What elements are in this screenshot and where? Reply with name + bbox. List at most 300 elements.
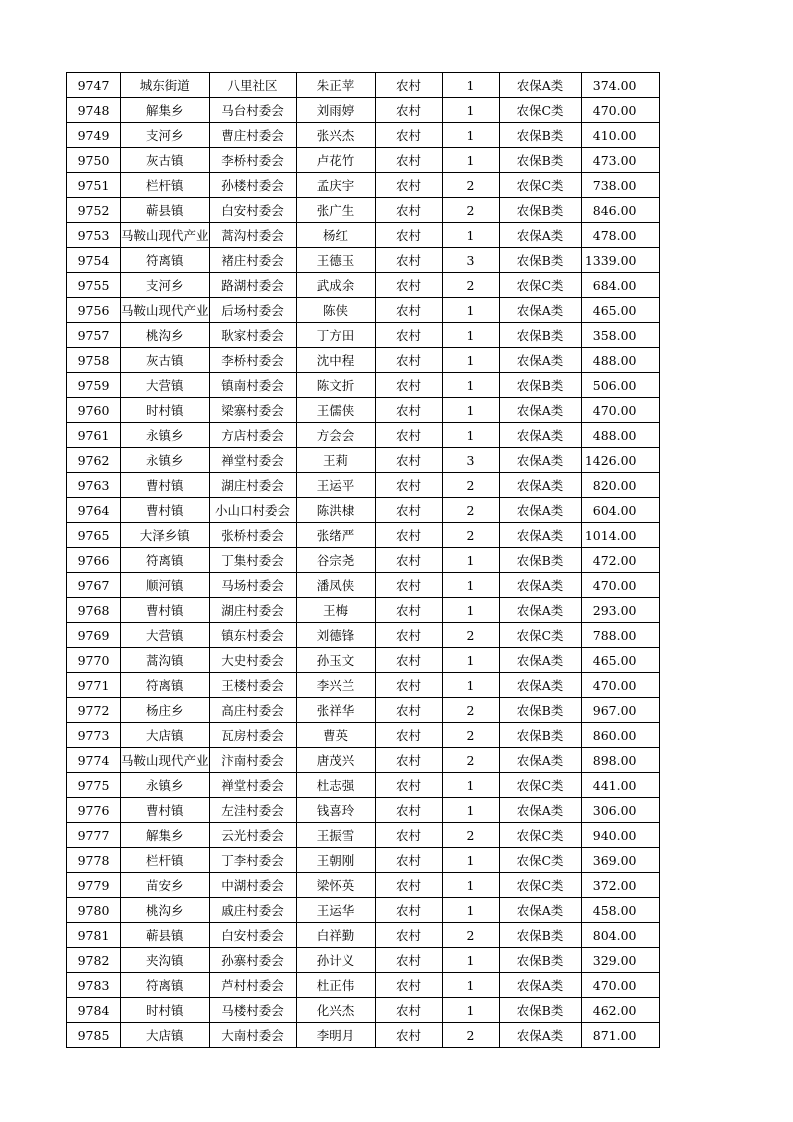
village-cell: 小山口村委会 <box>209 498 296 523</box>
amount-cell: 820.00 <box>581 473 659 498</box>
household-size-cell: 1 <box>442 348 499 373</box>
household-size-cell: 1 <box>442 398 499 423</box>
category-cell: 农保C类 <box>499 848 581 873</box>
area-type-cell: 农村 <box>375 98 442 123</box>
id-cell: 9781 <box>67 923 121 948</box>
household-size-cell: 2 <box>442 273 499 298</box>
household-size-cell: 1 <box>442 573 499 598</box>
household-size-cell: 2 <box>442 723 499 748</box>
category-cell: 农保C类 <box>499 873 581 898</box>
table-row <box>67 623 660 648</box>
name-cell: 王运华 <box>296 898 375 923</box>
amount-cell: 788.00 <box>581 623 659 648</box>
category-cell: 农保B类 <box>499 923 581 948</box>
id-cell: 9762 <box>67 448 121 473</box>
table-row <box>67 273 660 298</box>
id-cell: 9749 <box>67 123 121 148</box>
category-cell: 农保A类 <box>499 348 581 373</box>
household-size-cell: 1 <box>442 298 499 323</box>
amount-cell: 1339.00 <box>581 248 659 273</box>
amount-cell: 846.00 <box>581 198 659 223</box>
id-cell: 9759 <box>67 373 121 398</box>
amount-cell: 441.00 <box>581 773 659 798</box>
name-cell: 武成余 <box>296 273 375 298</box>
table-row <box>67 898 660 923</box>
area-type-cell: 农村 <box>375 873 442 898</box>
area-type-cell: 农村 <box>375 398 442 423</box>
town-cell: 大店镇 <box>121 1023 210 1048</box>
name-cell: 陈文折 <box>296 373 375 398</box>
id-cell: 9776 <box>67 798 121 823</box>
household-size-cell: 1 <box>442 948 499 973</box>
id-cell: 9784 <box>67 998 121 1023</box>
category-cell: 农保A类 <box>499 748 581 773</box>
id-cell: 9757 <box>67 323 121 348</box>
table-row <box>67 498 660 523</box>
town-cell: 顺河镇 <box>121 573 210 598</box>
town-cell: 城东街道 <box>121 73 210 98</box>
id-cell: 9755 <box>67 273 121 298</box>
table-row <box>67 448 660 473</box>
village-cell: 丁李村委会 <box>209 848 296 873</box>
household-size-cell: 1 <box>442 73 499 98</box>
table-row <box>67 98 660 123</box>
village-cell: 丁集村委会 <box>209 548 296 573</box>
village-cell: 马场村委会 <box>209 573 296 598</box>
town-cell: 桃沟乡 <box>121 898 210 923</box>
village-cell: 马台村委会 <box>209 98 296 123</box>
category-cell: 农保A类 <box>499 673 581 698</box>
amount-cell: 470.00 <box>581 98 659 123</box>
town-cell: 夹沟镇 <box>121 948 210 973</box>
category-cell: 农保B类 <box>499 148 581 173</box>
town-cell: 灰古镇 <box>121 348 210 373</box>
id-cell: 9774 <box>67 748 121 773</box>
category-cell: 农保B类 <box>499 548 581 573</box>
table-row <box>67 323 660 348</box>
id-cell: 9785 <box>67 1023 121 1048</box>
village-cell: 李桥村委会 <box>209 348 296 373</box>
area-type-cell: 农村 <box>375 948 442 973</box>
household-size-cell: 2 <box>442 823 499 848</box>
amount-cell: 465.00 <box>581 648 659 673</box>
village-cell: 蒿沟村委会 <box>209 223 296 248</box>
name-cell: 张广生 <box>296 198 375 223</box>
amount-cell: 1426.00 <box>581 448 659 473</box>
table-row <box>67 1023 660 1048</box>
household-size-cell: 2 <box>442 698 499 723</box>
category-cell: 农保C类 <box>499 623 581 648</box>
amount-cell: 470.00 <box>581 673 659 698</box>
household-size-cell: 2 <box>442 748 499 773</box>
table-row <box>67 798 660 823</box>
town-cell: 永镇乡 <box>121 423 210 448</box>
village-cell: 大史村委会 <box>209 648 296 673</box>
town-cell: 马鞍山现代产业 <box>121 298 210 323</box>
amount-cell: 462.00 <box>581 998 659 1023</box>
area-type-cell: 农村 <box>375 1023 442 1048</box>
area-type-cell: 农村 <box>375 173 442 198</box>
name-cell: 李兴兰 <box>296 673 375 698</box>
household-size-cell: 1 <box>442 998 499 1023</box>
name-cell: 谷宗尧 <box>296 548 375 573</box>
area-type-cell: 农村 <box>375 73 442 98</box>
town-cell: 灰古镇 <box>121 148 210 173</box>
category-cell: 农保A类 <box>499 223 581 248</box>
category-cell: 农保C类 <box>499 823 581 848</box>
amount-cell: 804.00 <box>581 923 659 948</box>
area-type-cell: 农村 <box>375 648 442 673</box>
name-cell: 杜正伟 <box>296 973 375 998</box>
household-size-cell: 1 <box>442 223 499 248</box>
table-row <box>67 148 660 173</box>
id-cell: 9778 <box>67 848 121 873</box>
category-cell: 农保B类 <box>499 123 581 148</box>
amount-cell: 374.00 <box>581 73 659 98</box>
town-cell: 时村镇 <box>121 398 210 423</box>
category-cell: 农保B类 <box>499 373 581 398</box>
name-cell: 刘雨婷 <box>296 98 375 123</box>
household-size-cell: 1 <box>442 323 499 348</box>
id-cell: 9761 <box>67 423 121 448</box>
town-cell: 符离镇 <box>121 248 210 273</box>
table-row <box>67 173 660 198</box>
amount-cell: 293.00 <box>581 598 659 623</box>
id-cell: 9769 <box>67 623 121 648</box>
town-cell: 支河乡 <box>121 123 210 148</box>
area-type-cell: 农村 <box>375 623 442 648</box>
household-size-cell: 2 <box>442 623 499 648</box>
area-type-cell: 农村 <box>375 423 442 448</box>
amount-cell: 684.00 <box>581 273 659 298</box>
category-cell: 农保A类 <box>499 473 581 498</box>
amount-cell: 329.00 <box>581 948 659 973</box>
id-cell: 9763 <box>67 473 121 498</box>
town-cell: 苗安乡 <box>121 873 210 898</box>
town-cell: 蕲县镇 <box>121 923 210 948</box>
table-row <box>67 773 660 798</box>
village-cell: 瓦房村委会 <box>209 723 296 748</box>
town-cell: 杨庄乡 <box>121 698 210 723</box>
area-type-cell: 农村 <box>375 223 442 248</box>
village-cell: 汴南村委会 <box>209 748 296 773</box>
category-cell: 农保B类 <box>499 198 581 223</box>
id-cell: 9768 <box>67 598 121 623</box>
name-cell: 钱喜玲 <box>296 798 375 823</box>
area-type-cell: 农村 <box>375 248 442 273</box>
name-cell: 王梅 <box>296 598 375 623</box>
id-cell: 9765 <box>67 523 121 548</box>
id-cell: 9758 <box>67 348 121 373</box>
village-cell: 八里社区 <box>209 73 296 98</box>
household-size-cell: 3 <box>442 448 499 473</box>
id-cell: 9750 <box>67 148 121 173</box>
name-cell: 沈中程 <box>296 348 375 373</box>
table-row <box>67 523 660 548</box>
table-row <box>67 73 660 98</box>
id-cell: 9777 <box>67 823 121 848</box>
town-cell: 符离镇 <box>121 673 210 698</box>
town-cell: 永镇乡 <box>121 773 210 798</box>
name-cell: 陈洪棣 <box>296 498 375 523</box>
amount-cell: 470.00 <box>581 398 659 423</box>
area-type-cell: 农村 <box>375 898 442 923</box>
household-size-cell: 1 <box>442 773 499 798</box>
id-cell: 9748 <box>67 98 121 123</box>
id-cell: 9767 <box>67 573 121 598</box>
category-cell: 农保A类 <box>499 573 581 598</box>
name-cell: 孟庆宇 <box>296 173 375 198</box>
household-size-cell: 2 <box>442 498 499 523</box>
village-cell: 禅堂村委会 <box>209 448 296 473</box>
village-cell: 大南村委会 <box>209 1023 296 1048</box>
town-cell: 蕲县镇 <box>121 198 210 223</box>
name-cell: 方会会 <box>296 423 375 448</box>
id-cell: 9754 <box>67 248 121 273</box>
area-type-cell: 农村 <box>375 998 442 1023</box>
town-cell: 符离镇 <box>121 973 210 998</box>
category-cell: 农保A类 <box>499 523 581 548</box>
category-cell: 农保B类 <box>499 248 581 273</box>
village-cell: 高庄村委会 <box>209 698 296 723</box>
id-cell: 9780 <box>67 898 121 923</box>
area-type-cell: 农村 <box>375 698 442 723</box>
category-cell: 农保A类 <box>499 648 581 673</box>
table-row <box>67 698 660 723</box>
area-type-cell: 农村 <box>375 798 442 823</box>
amount-cell: 488.00 <box>581 348 659 373</box>
village-cell: 湖庄村委会 <box>209 598 296 623</box>
amount-cell: 472.00 <box>581 548 659 573</box>
category-cell: 农保B类 <box>499 698 581 723</box>
name-cell: 张祥华 <box>296 698 375 723</box>
area-type-cell: 农村 <box>375 573 442 598</box>
category-cell: 农保A类 <box>499 498 581 523</box>
table-row <box>67 123 660 148</box>
town-cell: 曹村镇 <box>121 498 210 523</box>
id-cell: 9783 <box>67 973 121 998</box>
category-cell: 农保A类 <box>499 1023 581 1048</box>
category-cell: 农保A类 <box>499 798 581 823</box>
table-row <box>67 873 660 898</box>
id-cell: 9770 <box>67 648 121 673</box>
household-size-cell: 2 <box>442 473 499 498</box>
town-cell: 大营镇 <box>121 373 210 398</box>
table-row <box>67 673 660 698</box>
amount-cell: 604.00 <box>581 498 659 523</box>
village-cell: 禅堂村委会 <box>209 773 296 798</box>
area-type-cell: 农村 <box>375 373 442 398</box>
records-table <box>66 72 660 1048</box>
name-cell: 王运平 <box>296 473 375 498</box>
area-type-cell: 农村 <box>375 448 442 473</box>
table-row <box>67 223 660 248</box>
household-size-cell: 1 <box>442 873 499 898</box>
id-cell: 9756 <box>67 298 121 323</box>
table-row <box>67 298 660 323</box>
town-cell: 马鞍山现代产业 <box>121 223 210 248</box>
household-size-cell: 1 <box>442 548 499 573</box>
area-type-cell: 农村 <box>375 148 442 173</box>
category-cell: 农保C类 <box>499 173 581 198</box>
name-cell: 梁怀英 <box>296 873 375 898</box>
amount-cell: 473.00 <box>581 148 659 173</box>
village-cell: 镇南村委会 <box>209 373 296 398</box>
village-cell: 路湖村委会 <box>209 273 296 298</box>
town-cell: 符离镇 <box>121 548 210 573</box>
area-type-cell: 农村 <box>375 773 442 798</box>
town-cell: 马鞍山现代产业 <box>121 748 210 773</box>
id-cell: 9782 <box>67 948 121 973</box>
amount-cell: 372.00 <box>581 873 659 898</box>
household-size-cell: 1 <box>442 123 499 148</box>
name-cell: 潘凤侠 <box>296 573 375 598</box>
name-cell: 朱正苹 <box>296 73 375 98</box>
household-size-cell: 2 <box>442 173 499 198</box>
area-type-cell: 农村 <box>375 598 442 623</box>
household-size-cell: 1 <box>442 848 499 873</box>
area-type-cell: 农村 <box>375 973 442 998</box>
village-cell: 方店村委会 <box>209 423 296 448</box>
name-cell: 唐茂兴 <box>296 748 375 773</box>
id-cell: 9772 <box>67 698 121 723</box>
village-cell: 褚庄村委会 <box>209 248 296 273</box>
household-size-cell: 1 <box>442 148 499 173</box>
household-size-cell: 1 <box>442 973 499 998</box>
amount-cell: 488.00 <box>581 423 659 448</box>
amount-cell: 470.00 <box>581 973 659 998</box>
name-cell: 张绪严 <box>296 523 375 548</box>
village-cell: 芦村村委会 <box>209 973 296 998</box>
category-cell: 农保A类 <box>499 973 581 998</box>
area-type-cell: 农村 <box>375 823 442 848</box>
id-cell: 9766 <box>67 548 121 573</box>
amount-cell: 1014.00 <box>581 523 659 548</box>
table-row <box>67 948 660 973</box>
table-row <box>67 823 660 848</box>
table-row <box>67 248 660 273</box>
amount-cell: 458.00 <box>581 898 659 923</box>
town-cell: 蒿沟镇 <box>121 648 210 673</box>
table-row <box>67 348 660 373</box>
amount-cell: 860.00 <box>581 723 659 748</box>
category-cell: 农保B类 <box>499 323 581 348</box>
table-row <box>67 973 660 998</box>
area-type-cell: 农村 <box>375 123 442 148</box>
name-cell: 孙计义 <box>296 948 375 973</box>
town-cell: 支河乡 <box>121 273 210 298</box>
area-type-cell: 农村 <box>375 848 442 873</box>
amount-cell: 470.00 <box>581 573 659 598</box>
name-cell: 白祥勤 <box>296 923 375 948</box>
id-cell: 9764 <box>67 498 121 523</box>
town-cell: 大营镇 <box>121 623 210 648</box>
area-type-cell: 农村 <box>375 523 442 548</box>
id-cell: 9753 <box>67 223 121 248</box>
area-type-cell: 农村 <box>375 498 442 523</box>
name-cell: 杨红 <box>296 223 375 248</box>
area-type-cell: 农村 <box>375 748 442 773</box>
name-cell: 丁方田 <box>296 323 375 348</box>
village-cell: 戚庄村委会 <box>209 898 296 923</box>
amount-cell: 898.00 <box>581 748 659 773</box>
town-cell: 曹村镇 <box>121 473 210 498</box>
town-cell: 解集乡 <box>121 98 210 123</box>
table-row <box>67 748 660 773</box>
town-cell: 解集乡 <box>121 823 210 848</box>
town-cell: 桃沟乡 <box>121 323 210 348</box>
category-cell: 农保C类 <box>499 273 581 298</box>
village-cell: 曹庄村委会 <box>209 123 296 148</box>
town-cell: 曹村镇 <box>121 798 210 823</box>
area-type-cell: 农村 <box>375 723 442 748</box>
name-cell: 王莉 <box>296 448 375 473</box>
household-size-cell: 1 <box>442 598 499 623</box>
village-cell: 孙楼村委会 <box>209 173 296 198</box>
name-cell: 化兴杰 <box>296 998 375 1023</box>
area-type-cell: 农村 <box>375 198 442 223</box>
village-cell: 梁寨村委会 <box>209 398 296 423</box>
amount-cell: 465.00 <box>581 298 659 323</box>
amount-cell: 478.00 <box>581 223 659 248</box>
town-cell: 时村镇 <box>121 998 210 1023</box>
category-cell: 农保A类 <box>499 73 581 98</box>
table-body <box>67 73 660 1048</box>
village-cell: 白安村委会 <box>209 923 296 948</box>
area-type-cell: 农村 <box>375 548 442 573</box>
village-cell: 李桥村委会 <box>209 148 296 173</box>
household-size-cell: 1 <box>442 673 499 698</box>
area-type-cell: 农村 <box>375 673 442 698</box>
village-cell: 湖庄村委会 <box>209 473 296 498</box>
table-row <box>67 198 660 223</box>
name-cell: 卢花竹 <box>296 148 375 173</box>
household-size-cell: 1 <box>442 798 499 823</box>
table-row <box>67 398 660 423</box>
village-cell: 镇东村委会 <box>209 623 296 648</box>
table-row <box>67 423 660 448</box>
category-cell: 农保A类 <box>499 598 581 623</box>
village-cell: 耿家村委会 <box>209 323 296 348</box>
amount-cell: 506.00 <box>581 373 659 398</box>
household-size-cell: 1 <box>442 423 499 448</box>
village-cell: 王楼村委会 <box>209 673 296 698</box>
area-type-cell: 农村 <box>375 323 442 348</box>
name-cell: 张兴杰 <box>296 123 375 148</box>
category-cell: 农保A类 <box>499 298 581 323</box>
village-cell: 张桥村委会 <box>209 523 296 548</box>
amount-cell: 871.00 <box>581 1023 659 1048</box>
area-type-cell: 农村 <box>375 273 442 298</box>
name-cell: 孙玉文 <box>296 648 375 673</box>
household-size-cell: 1 <box>442 98 499 123</box>
id-cell: 9775 <box>67 773 121 798</box>
area-type-cell: 农村 <box>375 298 442 323</box>
id-cell: 9760 <box>67 398 121 423</box>
table-row <box>67 473 660 498</box>
village-cell: 后场村委会 <box>209 298 296 323</box>
name-cell: 王朝刚 <box>296 848 375 873</box>
area-type-cell: 农村 <box>375 348 442 373</box>
village-cell: 云光村委会 <box>209 823 296 848</box>
household-size-cell: 1 <box>442 898 499 923</box>
town-cell: 永镇乡 <box>121 448 210 473</box>
amount-cell: 369.00 <box>581 848 659 873</box>
amount-cell: 940.00 <box>581 823 659 848</box>
name-cell: 王德玉 <box>296 248 375 273</box>
category-cell: 农保A类 <box>499 898 581 923</box>
household-size-cell: 2 <box>442 523 499 548</box>
